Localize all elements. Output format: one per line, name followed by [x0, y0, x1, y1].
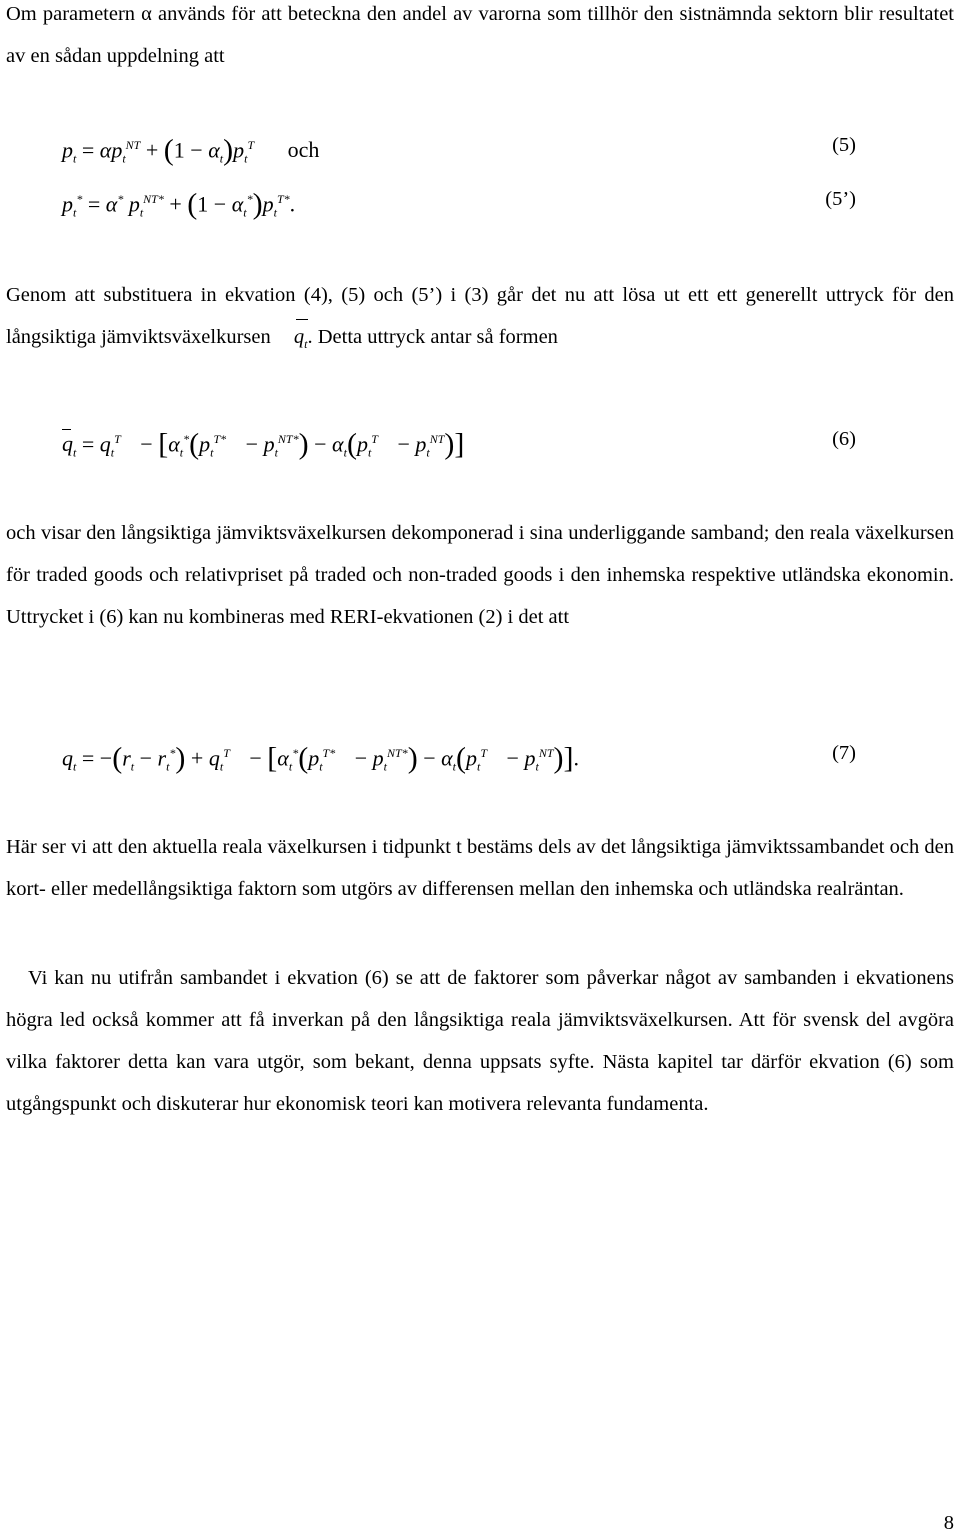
equation-5-prime: $p_t^* = \alpha^*$ $p_t^{NT*} + (1 - \alpha_t^*)p_t^{T*}$.: [62, 187, 296, 221]
equation-7-number: (7): [832, 742, 856, 764]
equation-5-prime-number: (5’): [825, 188, 856, 210]
q-bar-symbol: $q_t$: [276, 316, 308, 365]
paragraph-2-text-before: Genom att substituera in ekvation (4), (5) och (5’) i (3) går det nu att lösa ut ett ett generellt uttryck för den långsiktiga jämviktsväxelkursen: [6, 284, 954, 348]
paragraph-5: Vi kan nu utifrån sambandet i ekvation (6) se att de faktorer som påverkar något av sambanden i ekvationens högra led också kommer att få inverkan på den långsiktiga reala jämviktsväxelkursen. Att för svensk del avgöra vilka faktorer detta kan vara utgör, som bekant, denna uppsats syfte. Nästa kapitel tar därför ekvation (6) som utgångspunkt och diskuterar hur ekonomisk teori kan motivera relevanta fundamenta.: [6, 967, 954, 1115]
paragraph-3: och visar den långsiktiga jämviktsväxelkursen dekomponerad i sina underliggande samband; den reala växelkursen för traded goods och relativpriset på traded och non-traded goods i den inhemska respektive utländska ekonomin. Uttrycket i (6) kan nu kombineras med RERI-ekvationen (2) i det att: [6, 522, 954, 628]
equation-5-number: (5): [832, 134, 856, 156]
paragraph-2-text-after: . Detta uttryck antar så formen: [307, 326, 558, 348]
paragraph-1: Om parametern α används för att beteckna den andel av varorna som tillhör den sistnämnda sektorn blir resultatet av en sådan uppdelning att: [6, 3, 954, 67]
paragraph-2: [6, 274, 954, 365]
equation-6: $q_t = q_t^T - [\alpha_t^*(p_t^{T*} - p_t^{NT*}) - \alpha_t(p_t^T - p_t^{NT})]$: [62, 416, 464, 462]
page-number: 8: [943, 1512, 954, 1534]
paragraph-4: Här ser vi att den aktuella reala växelkursen i tidpunkt t bestäms dels av det långsiktiga jämviktssambandet och den kort- eller medellångsiktiga faktorn som utgörs av differensen mellan den inhemska och utländska realräntan.: [6, 836, 954, 900]
equation-6-number: (6): [832, 428, 856, 450]
equation-5-word: och: [287, 137, 320, 163]
equation-7: $q_t = -(r_t - r_t^*) + q_t^T - [\alpha_t^*(p_t^{T*} - p_t^{NT*}) - \alpha_t(p_t^T - p_t^{NT})]$.: [62, 741, 579, 775]
equation-5: $p_t = \alpha p_t^{NT} + (1 - \alpha_t)p_t^T$ och: [62, 133, 320, 167]
